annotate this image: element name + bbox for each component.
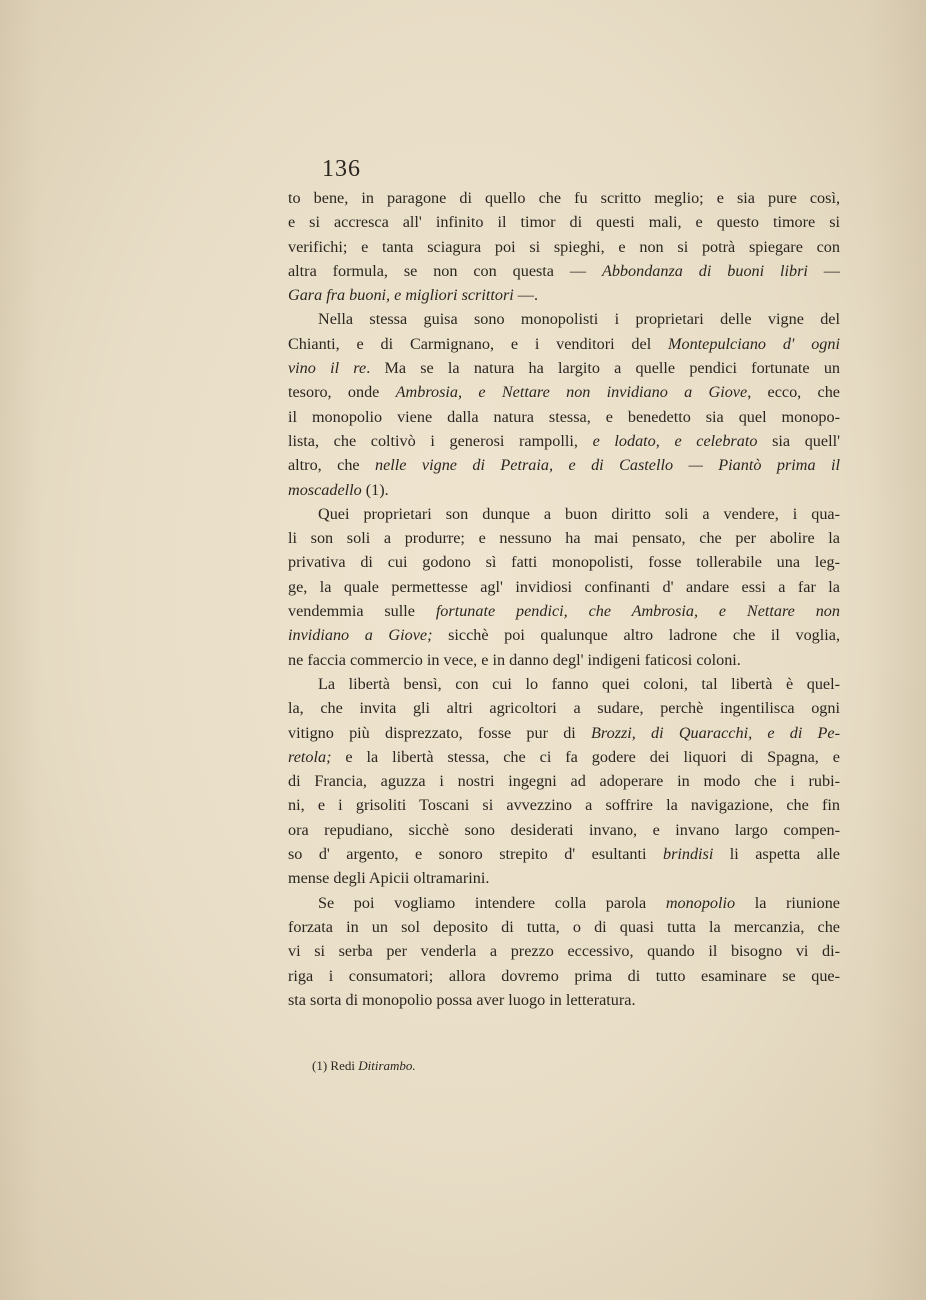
text-line <box>288 599 840 623</box>
text-segment: lista, che coltivò i generosi rampolli, <box>288 431 593 450</box>
text-segment: li aspetta alle <box>713 845 840 864</box>
italic-text-segment: Gara fra buoni, e migliori scrittori <box>288 286 514 305</box>
text-line <box>288 842 840 866</box>
text-segment: to bene, in paragone di quello che fu scritto meglio; e sia pure così, <box>288 189 840 207</box>
italic-text-segment: retola; <box>288 747 332 766</box>
text-segment: altro, che <box>288 456 376 475</box>
text-segment: ora repudiano, sicchè sono desiderati invano, e invano largo compen- <box>288 820 840 839</box>
text-line <box>288 235 840 259</box>
text-line <box>288 478 840 502</box>
text-line <box>288 793 840 817</box>
italic-text-segment: moscadello <box>288 480 362 499</box>
text-line <box>288 988 840 1012</box>
text-segment: la, che invita gli altri agricoltori a sudare, perchè ingentilisca ogni <box>288 699 840 718</box>
text-line <box>288 405 840 429</box>
text-segment: privativa di cui godono sì fatti monopolisti, fosse tollerabile una leg- <box>288 553 840 572</box>
text-segment: tesoro, onde <box>288 383 396 402</box>
italic-text-segment: fortunate pendici, che Ambrosia, e Nettare non <box>435 602 840 621</box>
text-line <box>288 332 840 356</box>
text-segment: . Ma se la natura ha largito a quelle pendici fortunate un <box>366 359 841 378</box>
text-segment: (1). <box>361 480 389 499</box>
text-segment: La libertà bensì, con cui lo fanno quei coloni, tal libertà è quel- <box>318 674 840 693</box>
italic-text-segment: nelle vigne di Petraia, e di Castello — Piantò prima il <box>375 456 840 475</box>
text-segment: ge, la quale permettesse agl' invidiosi confinanti d' andare essi a far la <box>288 577 840 596</box>
text-segment: verifichi; e tanta sciagura poi si spieghi, e non si potrà spiegare con <box>288 237 840 256</box>
text-line <box>288 672 840 696</box>
text-line <box>288 283 840 307</box>
text-line <box>288 210 840 234</box>
text-line <box>288 550 840 574</box>
text-line <box>288 502 840 526</box>
italic-text-segment: Abbondanza di buoni libri <box>601 261 808 280</box>
text-line <box>288 648 840 672</box>
text-line <box>288 453 840 477</box>
text-segment: sia quell' <box>757 431 840 450</box>
italic-text-segment: monopolio <box>665 893 736 912</box>
text-line <box>288 915 840 939</box>
text-segment: il monopolio viene dalla natura stessa, e benedetto sia quel monopo- <box>288 407 840 426</box>
text-segment: vitigno più disprezzato, fosse pur di <box>288 723 592 742</box>
text-segment: vendemmia sulle <box>288 602 436 621</box>
text-line <box>288 186 840 210</box>
text-segment: mense degli Apicii oltramarini. <box>288 869 490 888</box>
text-segment: — <box>807 261 840 280</box>
text-line <box>288 356 840 380</box>
footnote-italic-segment: Ditirambo. <box>358 1058 416 1073</box>
text-segment: e la libertà stessa, che ci fa godere dei liquori di Spagna, e <box>331 747 840 766</box>
page-edge-shadow-right <box>866 0 926 1300</box>
text-segment: altra formula, se non con questa — <box>288 261 602 280</box>
text-line <box>288 526 840 550</box>
text-segment: e si accresca all' infinito il timor di questi mali, e questo timore si <box>288 213 840 232</box>
italic-text-segment: Montepulciano d' ogni <box>668 334 840 353</box>
italic-text-segment: Brozzi, di Quaracchi, e di Pe- <box>591 723 840 742</box>
body-text <box>288 186 840 1012</box>
text-segment: Nella stessa guisa sono monopolisti i proprietari delle vigne del <box>318 310 840 329</box>
text-segment: li son soli a produrre; e nessuno ha mai pensato, che per abolire la <box>288 529 840 548</box>
text-segment: —. <box>513 286 539 305</box>
text-segment: di Francia, aguzza i nostri ingegni ad adoperare in modo che i rubi- <box>288 772 840 791</box>
text-line <box>288 964 840 988</box>
text-segment: riga i consumatori; allora dovremo prima di tutto esaminare se que- <box>288 966 840 985</box>
page-edge-shadow-left <box>0 0 40 1300</box>
text-line <box>288 866 840 890</box>
text-line <box>288 380 840 404</box>
text-segment: Quei proprietari son dunque a buon diritto soli a vendere, i qua- <box>318 504 840 523</box>
italic-text-segment: brindisi <box>662 845 714 864</box>
text-segment: la riunione <box>735 893 840 912</box>
text-line <box>288 891 840 915</box>
italic-text-segment: invidiano a Giove; <box>288 626 433 645</box>
text-line <box>288 818 840 842</box>
text-segment: sicchè poi qualunque altro ladrone che il voglia, <box>432 626 840 645</box>
text-segment: ni, e i grisoliti Toscani si avvezzino a soffrire la navigazione, che fin <box>288 796 840 815</box>
italic-text-segment: Ambrosia, e Nettare non invidiano a Giove <box>395 383 748 402</box>
text-line <box>288 623 840 647</box>
text-segment: vi si serba per venderla a prezzo eccessivo, quando il bisogno vi di- <box>288 942 840 961</box>
text-line <box>288 307 840 331</box>
italic-text-segment: e lodato, e celebrato <box>592 431 758 450</box>
text-segment: sta sorta di monopolio possa aver luogo in letteratura. <box>288 990 636 1009</box>
text-segment: Se poi vogliamo intendere colla parola <box>318 893 666 912</box>
page-number: 136 <box>322 156 361 182</box>
text-segment: Chianti, e di Carmignano, e i venditori del <box>288 334 669 353</box>
text-line <box>288 745 840 769</box>
text-segment: , ecco, che <box>747 383 840 402</box>
text-line <box>288 259 840 283</box>
text-segment: so d' argento, e sonoro strepito d' esultanti <box>288 845 663 864</box>
text-segment: ne faccia commercio in vece, e in danno degl' indigeni faticosi coloni. <box>288 650 741 669</box>
text-line <box>288 769 840 793</box>
text-line <box>288 575 840 599</box>
text-line <box>288 939 840 963</box>
text-line <box>288 696 840 720</box>
text-line <box>288 429 840 453</box>
text-segment: forzata in un sol deposito di tutta, o di quasi tutta la mercanzia, che <box>288 917 840 936</box>
text-line <box>288 721 840 745</box>
italic-text-segment: vino il re <box>288 359 367 378</box>
footnote-segment: (1) Redi <box>312 1058 359 1073</box>
footnote <box>312 1058 416 1074</box>
